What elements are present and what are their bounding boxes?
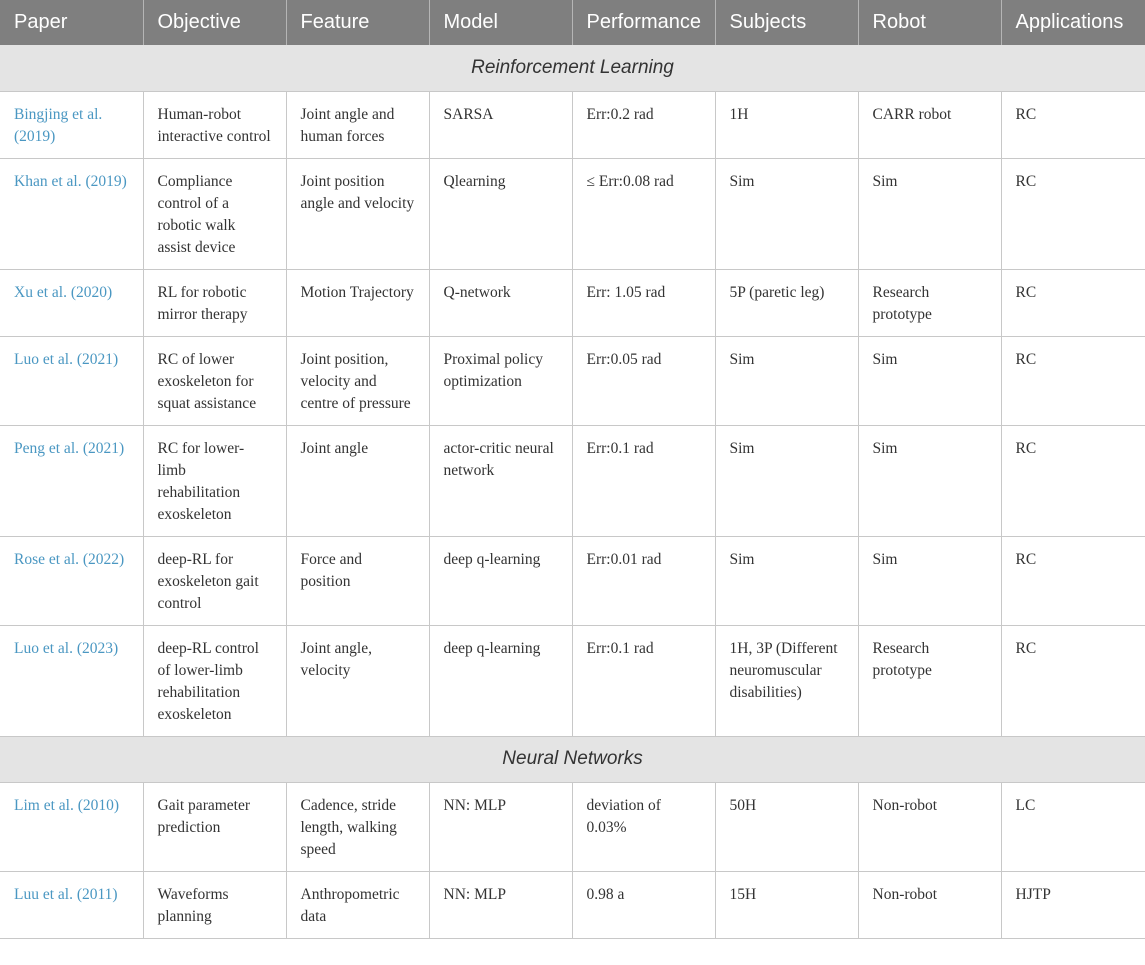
- cell-feature: Anthropometric data: [286, 871, 429, 938]
- cell-objective: deep-RL for exoskeleton gait control: [143, 536, 286, 625]
- cell-robot: Non-robot: [858, 871, 1001, 938]
- cell-feature: Joint position, velocity and centre of pressure: [286, 336, 429, 425]
- cell-applications: RC: [1001, 425, 1145, 536]
- cell-performance: Err:0.2 rad: [572, 91, 715, 158]
- cell-model: Qlearning: [429, 158, 572, 269]
- cell-subjects: Sim: [715, 336, 858, 425]
- cell-feature: Cadence, stride length, walking speed: [286, 782, 429, 871]
- header-performance: Performance: [572, 0, 715, 45]
- cell-model: Proximal policy optimization: [429, 336, 572, 425]
- cell-performance: deviation of 0.03%: [572, 782, 715, 871]
- cell-objective: RL for robotic mirror therapy: [143, 269, 286, 336]
- cell-performance: ≤ Err:0.08 rad: [572, 158, 715, 269]
- table-row: [0, 625, 1145, 736]
- cell-model: actor-critic neural network: [429, 425, 572, 536]
- cell-paper[interactable]: Luo et al. (2023): [0, 625, 143, 736]
- cell-paper[interactable]: Xu et al. (2020): [0, 269, 143, 336]
- section-title: Neural Networks: [0, 736, 1145, 782]
- cell-objective: Waveforms planning: [143, 871, 286, 938]
- cell-subjects: 15H: [715, 871, 858, 938]
- header-applications: Applications: [1001, 0, 1145, 45]
- cell-paper[interactable]: Lim et al. (2010): [0, 782, 143, 871]
- header-paper: Paper: [0, 0, 143, 45]
- cell-feature: Joint angle, velocity: [286, 625, 429, 736]
- cell-objective: Gait parameter prediction: [143, 782, 286, 871]
- cell-robot: Research prototype: [858, 269, 1001, 336]
- table-row: [0, 336, 1145, 425]
- cell-robot: Sim: [858, 536, 1001, 625]
- cell-performance: 0.98 a: [572, 871, 715, 938]
- cell-performance: Err:0.1 rad: [572, 625, 715, 736]
- cell-subjects: Sim: [715, 425, 858, 536]
- cell-applications: RC: [1001, 158, 1145, 269]
- cell-objective: RC for lower-limb rehabilitation exoskeleton: [143, 425, 286, 536]
- cell-feature: Force and position: [286, 536, 429, 625]
- cell-applications: RC: [1001, 625, 1145, 736]
- header-objective: Objective: [143, 0, 286, 45]
- cell-robot: Research prototype: [858, 625, 1001, 736]
- cell-objective: deep-RL control of lower-limb rehabilitation exoskeleton: [143, 625, 286, 736]
- cell-performance: Err:0.01 rad: [572, 536, 715, 625]
- cell-feature: Joint angle and human forces: [286, 91, 429, 158]
- table-row: [0, 425, 1145, 536]
- cell-subjects: 1H, 3P (Different neuromuscular disabilities): [715, 625, 858, 736]
- cell-model: NN: MLP: [429, 871, 572, 938]
- cell-paper[interactable]: Peng et al. (2021): [0, 425, 143, 536]
- cell-performance: Err: 1.05 rad: [572, 269, 715, 336]
- cell-subjects: 1H: [715, 91, 858, 158]
- cell-feature: Joint position angle and velocity: [286, 158, 429, 269]
- cell-robot: CARR robot: [858, 91, 1001, 158]
- cell-robot: Non-robot: [858, 782, 1001, 871]
- cell-applications: LC: [1001, 782, 1145, 871]
- cell-model: deep q-learning: [429, 536, 572, 625]
- cell-robot: Sim: [858, 425, 1001, 536]
- cell-applications: HJTP: [1001, 871, 1145, 938]
- table-row: [0, 91, 1145, 158]
- table-row: [0, 536, 1145, 625]
- section-header-row: [0, 45, 1145, 91]
- table-row: [0, 158, 1145, 269]
- cell-applications: RC: [1001, 536, 1145, 625]
- cell-subjects: 5P (paretic leg): [715, 269, 858, 336]
- section-title: Reinforcement Learning: [0, 45, 1145, 91]
- cell-objective: RC of lower exoskeleton for squat assistance: [143, 336, 286, 425]
- cell-subjects: Sim: [715, 536, 858, 625]
- cell-subjects: 50H: [715, 782, 858, 871]
- cell-robot: Sim: [858, 158, 1001, 269]
- cell-paper[interactable]: Bingjing et al. (2019): [0, 91, 143, 158]
- cell-feature: Joint angle: [286, 425, 429, 536]
- cell-paper[interactable]: Khan et al. (2019): [0, 158, 143, 269]
- cell-subjects: Sim: [715, 158, 858, 269]
- table-row: [0, 871, 1145, 938]
- cell-objective: Compliance control of a robotic walk assist device: [143, 158, 286, 269]
- header-feature: Feature: [286, 0, 429, 45]
- table-row: [0, 269, 1145, 336]
- cell-feature: Motion Trajectory: [286, 269, 429, 336]
- header-robot: Robot: [858, 0, 1001, 45]
- cell-model: NN: MLP: [429, 782, 572, 871]
- cell-paper[interactable]: Luu et al. (2011): [0, 871, 143, 938]
- header-row: [0, 0, 1145, 45]
- cell-performance: Err:0.1 rad: [572, 425, 715, 536]
- header-model: Model: [429, 0, 572, 45]
- section-header-row: [0, 736, 1145, 782]
- cell-paper[interactable]: Luo et al. (2021): [0, 336, 143, 425]
- cell-performance: Err:0.05 rad: [572, 336, 715, 425]
- cell-applications: RC: [1001, 336, 1145, 425]
- cell-applications: RC: [1001, 269, 1145, 336]
- cell-objective: Human-robot interactive control: [143, 91, 286, 158]
- cell-model: SARSA: [429, 91, 572, 158]
- cell-model: deep q-learning: [429, 625, 572, 736]
- header-subjects: Subjects: [715, 0, 858, 45]
- cell-paper[interactable]: Rose et al. (2022): [0, 536, 143, 625]
- cell-robot: Sim: [858, 336, 1001, 425]
- cell-applications: RC: [1001, 91, 1145, 158]
- table-row: [0, 782, 1145, 871]
- cell-model: Q-network: [429, 269, 572, 336]
